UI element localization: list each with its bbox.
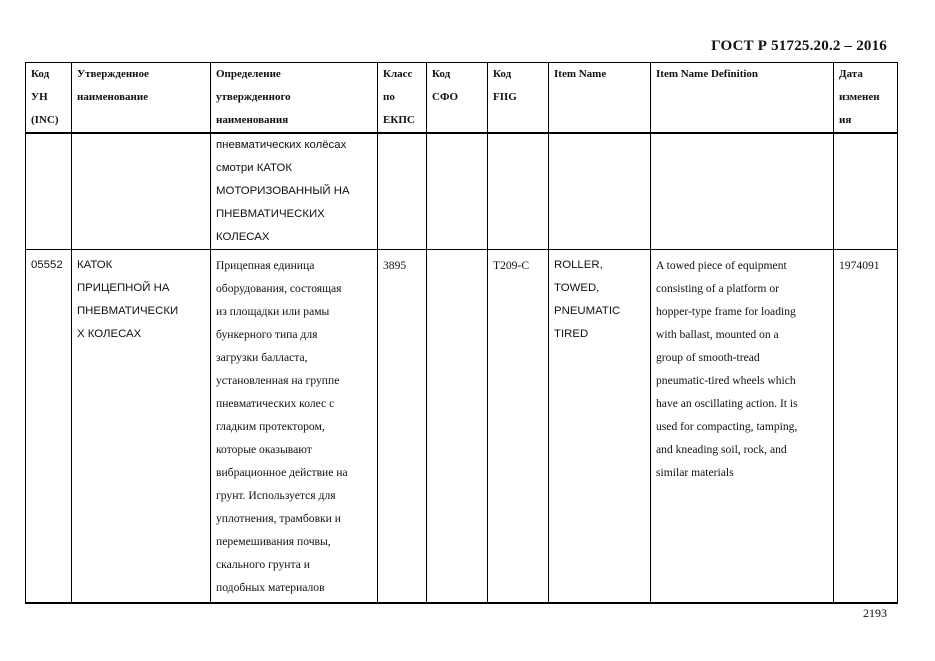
header-sfo-code: Код СФО [427,63,488,134]
cell-sfo-code [427,133,488,250]
cell-fiig-code: T209-C [488,250,549,604]
table-row [26,133,898,250]
cell-change-date [834,133,898,250]
cell-inc [26,133,72,250]
table-row [26,250,898,604]
cell-approved-name [72,133,211,250]
header-change-date: Дата изменен ия [834,63,898,134]
classification-table [25,62,898,604]
cell-ekps-class: 3895 [378,250,427,604]
cell-change-date: 1974091 [834,250,898,604]
header-item-name: Item Name [549,63,651,134]
header-ekps-class: Класс по ЕКПС [378,63,427,134]
table-header-row [26,63,898,134]
cell-item-name: ROLLER, TOWED, PNEUMATIC TIRED [549,250,651,604]
cell-sfo-code [427,250,488,604]
header-approved-name: Утвержденное наименование [72,63,211,134]
cell-item-name [549,133,651,250]
cell-ekps-class [378,133,427,250]
header-inc: Код УН (INC) [26,63,72,134]
cell-item-name-definition [651,133,834,250]
header-definition: Определение утвержденного наименования [211,63,378,134]
cell-definition: Прицепная единица оборудования, состоящая из площадки или рамы бункерного типа для загрузки балласта, установленная на группе пневматических колес с гладким протектором, которые оказывают вибрационное действие на грунт. Используется для уплотнения, трамбовки и перемешивания почвы, скального грунта и подобных материалов [211,250,378,604]
cell-approved-name: КАТОК ПРИЦЕПНОЙ НА ПНЕВМАТИЧЕСКИ Х КОЛЕСАХ [72,250,211,604]
page-number: 2193 [863,606,887,620]
cell-inc: 05552 [26,250,72,604]
header-item-name-definition: Item Name Definition [651,63,834,134]
cell-definition: пневматических колёсах смотри КАТОК МОТОРИЗОВАННЫЙ НА ПНЕВМАТИЧЕСКИХ КОЛЕСАХ [211,133,378,250]
cell-item-name-definition: A towed piece of equipment consisting of a platform or hopper-type frame for loading with ballast, mounted on a group of smooth-tread pneumatic-tired wheels which have an oscillating action. It is used for compacting, tamping, and kneading soil, rock, and similar materials [651,250,834,604]
cell-fiig-code [488,133,549,250]
document-title: ГОСТ Р 51725.20.2 – 2016 [711,38,887,54]
header-fiig-code: Код FIIG [488,63,549,134]
